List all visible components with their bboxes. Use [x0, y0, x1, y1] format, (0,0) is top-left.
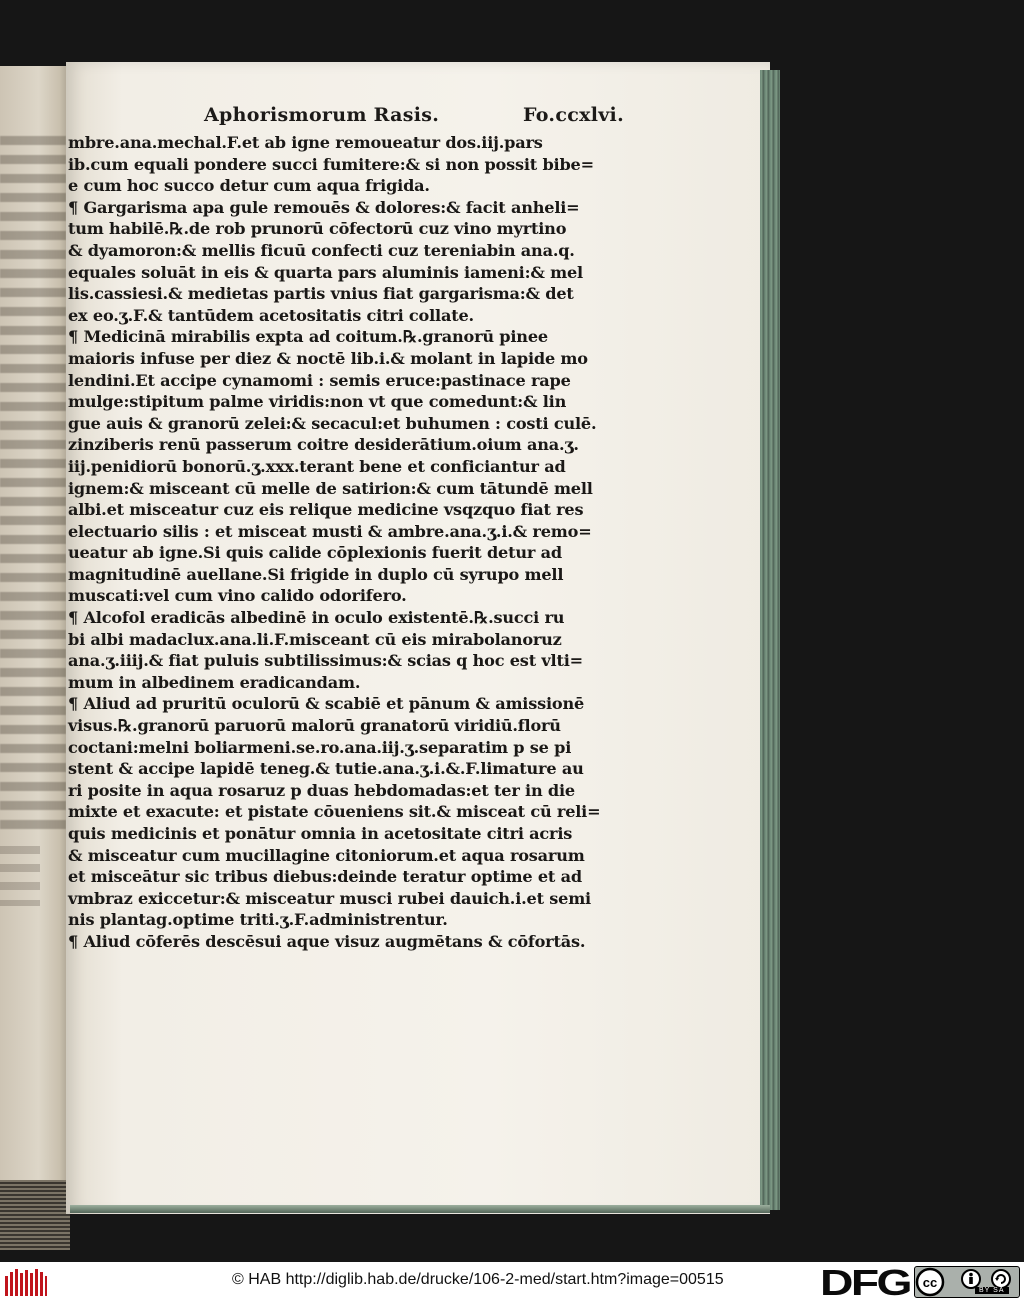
running-head-title: Aphorismorum Rasis.: [204, 104, 440, 126]
page-block-bottom-edge: [70, 1205, 770, 1213]
text-line: tum habilē.℞.de rob prunorū cōfectorū cuz vino myrtino: [68, 219, 567, 239]
page-text-block: [68, 132, 638, 953]
text-line: ¶ Aliud ad pruritū oculorū & scabiē et pānum & amissionē: [68, 694, 585, 714]
text-line: mum in albedinem eradicandam.: [68, 672, 361, 692]
text-line: bi albi madaclux.ana.li.F.misceant cū eis mirabolanoruz: [68, 629, 562, 649]
text-line: lis.cassiesi.& medietas partis vnius fiat gargarisma:& det: [68, 284, 574, 304]
text-line: ana.ʒ.iiij.& fiat puluis subtilissimus:& scias q hoc est vlti=: [68, 651, 583, 671]
text-line: muscati:vel cum vino calido odorifero.: [68, 586, 407, 606]
text-line: ¶ Alcofol eradicās albedinē in oculo existentē.℞.succi ru: [68, 608, 565, 628]
svg-text:cc: cc: [922, 1275, 938, 1290]
text-line: mulge:stipitum palme viridis:non vt que comedunt:& lin: [68, 392, 567, 412]
text-line: stent & accipe lapidē teneg.& tutie.ana.ʒ.i.&.F.limature au: [68, 759, 584, 779]
text-line: mixte et exacute: et pistate cōueniens sit.& misceat cū reli=: [68, 802, 601, 822]
copyright-link[interactable]: © HAB http://diglib.hab.de/drucke/106-2-med/start.htm?image=00515: [232, 1271, 724, 1288]
text-line: zinziberis renū passerum coitre desiderātium.oium ana.ʒ.: [68, 435, 579, 455]
text-line: ignem:& misceant cū melle de satirion:& cum tātundē mell: [68, 478, 593, 498]
dfg-logo-text: DFG: [820, 1266, 910, 1298]
text-line: ex eo.ʒ.F.& tantūdem acetositatis citri collate.: [68, 305, 474, 325]
text-line: albi.et misceatur cuz eis relique medicine vsqzquo fiat res: [68, 500, 584, 520]
text-line: ¶ Aliud cōferēs descēsui aque visuz augmētans & cōfortās.: [68, 931, 586, 951]
text-line: nis plantag.optime triti.ʒ.F.administrentur.: [68, 910, 448, 930]
text-line: & misceatur cum mucillagine citoniorum.et aqua rosarum: [68, 845, 585, 865]
text-line: ib.cum equali pondere succi fumitere:& si non possit bibe=: [68, 154, 594, 174]
text-line: ¶ Medicinā mirabilis expta ad coitum.℞.granorū pinee: [68, 327, 548, 347]
facing-page-text-bleed-lower: [0, 846, 40, 906]
text-line: mbre.ana.mechal.F.et ab igne remoueatur dos.iij.pars: [68, 133, 543, 152]
text-line: vmbraz exiccetur:& misceatur musci rubei dauich.i.et semi: [68, 888, 591, 908]
text-line: e cum hoc succo detur cum aqua frigida.: [68, 176, 430, 196]
text-line: electuario silis : et misceat musti & ambre.ana.ʒ.i.& remo=: [68, 521, 592, 541]
text-line: gue auis & granorū zelei:& secacul:et buhumen : costi culē.: [68, 413, 597, 433]
text-line: equales soluāt in eis & quarta pars aluminis iameni:& mel: [68, 262, 583, 282]
text-line: et misceātur sic tribus diebus:deinde teratur optime et ad: [68, 867, 582, 887]
page-block-edge: [760, 70, 780, 1210]
running-head: [204, 104, 624, 132]
facing-page-text-bleed: [0, 136, 66, 836]
text-line: lendini.Et accipe cynamomi : semis eruce:pastinace rape: [68, 370, 571, 390]
text-line: & dyamoron:& mellis ficuū confecti cuz tereniabin ana.q.: [68, 240, 575, 260]
text-line: quis medicinis et ponātur omnia in acetositate citri acris: [68, 824, 573, 843]
hab-library-logo-icon[interactable]: [4, 1267, 48, 1297]
cc-license-badge[interactable]: [914, 1266, 1020, 1298]
text-line: maioris infuse per diez & noctē lib.i.& molant in lapide mo: [68, 348, 588, 368]
folio-number: Fo.ccxlvi.: [523, 104, 624, 126]
dfg-logo-icon[interactable]: [818, 1266, 914, 1298]
facing-page-left: [0, 66, 70, 1238]
book-page-edges: [0, 1180, 70, 1250]
text-line: ueatur ab igne.Si quis calide cōplexionis fuerit detur ad: [68, 543, 562, 563]
text-line: ri posite in aqua rosaruz p duas hebdomadas:et ter in die: [68, 780, 575, 800]
text-line: magnitudinē auellane.Si frigide in duplo cū syrupo mell: [68, 564, 564, 584]
text-line: visus.℞.granorū paruorū malorū granatorū viridiū.florū: [68, 716, 561, 736]
cc-by-sa-label: BY SA: [975, 1287, 1009, 1294]
text-line: coctani:melni boliarmeni.se.ro.ana.iij.ʒ.separatim p se pi: [68, 737, 572, 757]
text-line: iij.penidiorū bonorū.ʒ.xxx.terant bene et conficiantur ad: [68, 456, 566, 476]
footer-bar: [0, 1262, 1024, 1300]
text-line: ¶ Gargarisma apa gule remouēs & dolores:& facit anheli=: [68, 197, 580, 217]
